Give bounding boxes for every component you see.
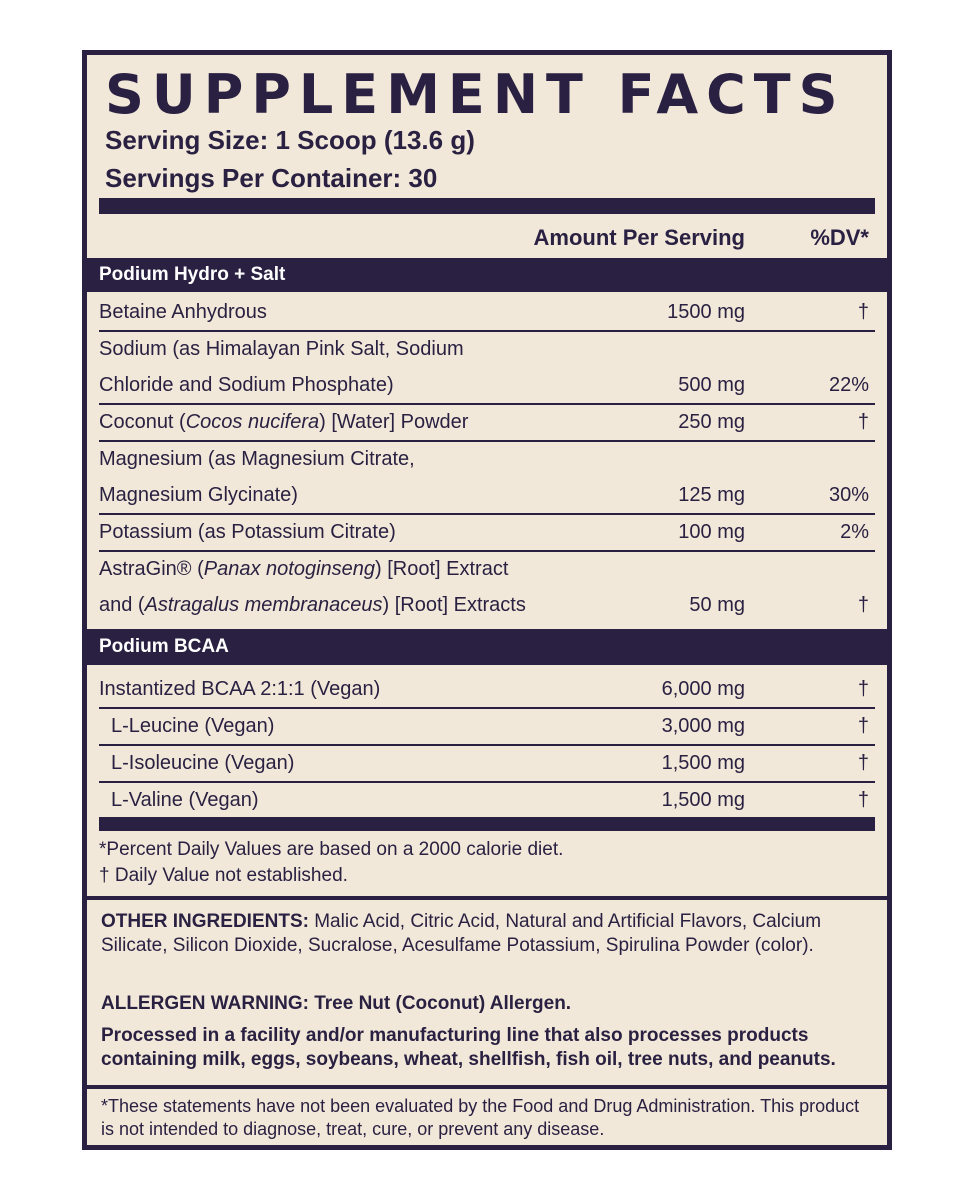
fda-disclaimer: *These statements have not been evaluated by the Food and Drug Administration. This product is not intended to diagnose, treat, cure, or prevent any disease. — [101, 1096, 860, 1139]
row-divider — [99, 707, 875, 709]
table-row — [87, 673, 887, 707]
ingredient-name: AstraGin® (Panax notoginseng) [Root] Extract — [99, 558, 509, 580]
servings-per-container: Servings Per Container: 30 — [105, 163, 438, 193]
table-row — [87, 516, 887, 550]
amount: 250 mg — [678, 411, 745, 433]
ingredient-name: Instantized BCAA 2:1:1 (Vegan) — [99, 678, 381, 700]
amount: 3,000 mg — [661, 715, 745, 737]
amount: 100 mg — [678, 521, 745, 543]
row-divider — [99, 550, 875, 552]
daily-value: † — [857, 411, 869, 433]
amount: 1500 mg — [667, 301, 745, 323]
other-ingredients: OTHER INGREDIENTS: Malic Acid, Citric Acid, Natural and Artificial Flavors, Calcium Silicate, Silicon Dioxide, Sucralose, Acesulfame Potassium, Spirulina Powder (color). — [101, 911, 822, 956]
ingredient-name: Potassium (as Potassium Citrate) — [99, 521, 396, 543]
amount-per-serving-header: Amount Per Serving — [533, 225, 745, 250]
panel-title: SUPPLEMENT FACTS — [105, 63, 846, 126]
ingredient-name: Magnesium (as Magnesium Citrate, — [99, 448, 415, 470]
thick-divider — [99, 198, 875, 214]
footnote-dagger: † Daily Value not established. — [99, 865, 348, 886]
ingredient-name: and (Astragalus membranaceus) [Root] Extracts — [99, 594, 526, 616]
table-row — [87, 296, 887, 330]
daily-value: † — [857, 301, 869, 323]
processed-statement: Processed in a facility and/or manufacturing line that also processes products containing milk, eggs, soybeans, wheat, shellfish, fish oil, tree nuts, and peanuts. — [101, 1025, 836, 1070]
table-row — [87, 784, 887, 818]
daily-value: † — [857, 715, 869, 737]
amount: 1,500 mg — [661, 789, 745, 811]
thick-divider — [99, 817, 875, 831]
ingredient-name: L-Leucine (Vegan) — [111, 715, 275, 737]
table-row — [87, 553, 887, 625]
amount: 6,000 mg — [661, 678, 745, 700]
amount: 50 mg — [689, 594, 745, 616]
ingredient-name: Chloride and Sodium Phosphate) — [99, 374, 394, 396]
amount: 125 mg — [678, 484, 745, 506]
amount: 1,500 mg — [661, 752, 745, 774]
amount: 500 mg — [678, 374, 745, 396]
row-divider — [99, 744, 875, 746]
ingredient-name: Coconut (Cocos nucifera) [Water] Powder — [99, 411, 469, 433]
ingredient-name: Sodium (as Himalayan Pink Salt, Sodium — [99, 338, 464, 360]
row-divider — [99, 403, 875, 405]
ingredient-name: Betaine Anhydrous — [99, 301, 267, 323]
ingredients-box — [87, 896, 887, 1085]
supplement-facts-panel — [82, 50, 892, 1150]
row-divider — [99, 513, 875, 515]
table-row — [87, 710, 887, 744]
daily-value: † — [857, 789, 869, 811]
row-divider — [99, 440, 875, 442]
row-divider — [99, 781, 875, 783]
allergen-warning: ALLERGEN WARNING: Tree Nut (Coconut) Allergen. — [101, 993, 572, 1014]
daily-value: 30% — [828, 484, 869, 506]
section-podium-hydro-salt: Podium Hydro + Salt — [87, 258, 887, 292]
table-row — [87, 747, 887, 781]
serving-size: Serving Size: 1 Scoop (13.6 g) — [105, 125, 475, 155]
daily-value: 2% — [840, 521, 869, 543]
daily-value: 22% — [828, 374, 869, 396]
ingredient-name: L-Isoleucine (Vegan) — [111, 752, 295, 774]
footnote-dv: *Percent Daily Values are based on a 2000 calorie diet. — [99, 839, 564, 860]
ingredient-name: Magnesium Glycinate) — [99, 484, 298, 506]
row-divider — [99, 330, 875, 332]
daily-value: † — [857, 678, 869, 700]
table-row — [87, 333, 887, 403]
disclaimer-box — [87, 1085, 887, 1145]
daily-value: † — [857, 752, 869, 774]
daily-value: † — [857, 594, 869, 616]
table-row — [87, 406, 887, 440]
ingredient-name: L-Valine (Vegan) — [111, 789, 259, 811]
section-podium-bcaa: Podium BCAA — [87, 629, 887, 665]
table-row — [87, 443, 887, 513]
dv-header: %DV* — [810, 225, 869, 250]
